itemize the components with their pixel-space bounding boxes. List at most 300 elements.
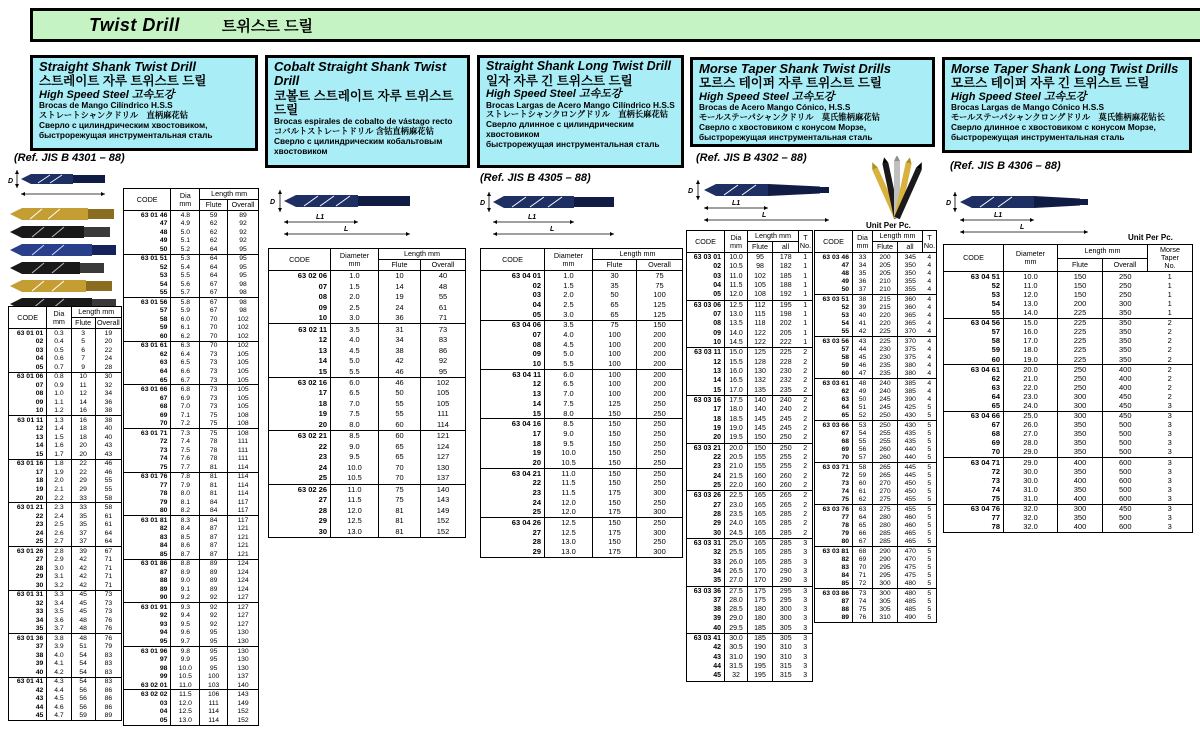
cell: 22 <box>71 468 95 477</box>
table-row <box>687 558 813 567</box>
table-row <box>687 453 813 462</box>
cell: 455 <box>898 505 923 514</box>
cell: 1.0 <box>47 390 71 399</box>
cell: 67 <box>853 538 873 547</box>
cell: 89 <box>815 614 853 623</box>
col-header-diameter: Diameter mm <box>331 249 379 271</box>
cell: 54 <box>815 320 853 328</box>
table-row <box>124 220 259 229</box>
cell: 150 <box>593 458 637 468</box>
cell: 100 <box>593 330 637 340</box>
cell: 10 <box>379 271 421 282</box>
dim-label-d: D <box>688 188 694 195</box>
cell: 89 <box>124 585 171 594</box>
cell: 5 <box>927 555 932 563</box>
cell: 5 <box>923 547 937 556</box>
cell: 460 <box>904 513 916 521</box>
cell: 63 02 06 <box>269 271 331 282</box>
cell: 73 <box>124 446 171 455</box>
col-header-length: Length mm <box>71 307 121 318</box>
cell: 65 <box>379 452 421 462</box>
cell: 200 <box>653 359 666 369</box>
data-table <box>480 248 683 558</box>
cell: 54 <box>124 280 171 289</box>
section5-title-ko: 모르스 테이퍼 자루 긴 트위스트 드릴 <box>951 76 1150 91</box>
cell: 8.0 <box>331 420 379 431</box>
cell: 225 <box>873 337 898 346</box>
table-header-row <box>481 249 683 260</box>
cell: 29 <box>71 477 95 486</box>
cell: 63 03 76 <box>815 505 853 514</box>
cell: 102 <box>237 324 249 332</box>
cell: 4.2 <box>47 668 71 677</box>
cell: 81 <box>379 505 421 515</box>
table-row <box>269 303 466 313</box>
cell: 70 <box>379 473 421 484</box>
cell: 4 <box>923 295 937 304</box>
cell: 232 <box>779 377 792 385</box>
cell: 83 <box>438 335 448 345</box>
dim-label-d: D <box>8 178 14 185</box>
cell: 235 <box>779 386 792 394</box>
cell: 295 <box>779 596 792 604</box>
cell: 09 <box>269 303 331 313</box>
cell: 152 <box>237 708 249 716</box>
cell: 5 <box>927 564 932 572</box>
cell: 350 <box>1058 448 1103 458</box>
cell: 365 <box>904 311 916 319</box>
cell: 22 <box>481 479 545 489</box>
cell: 63 <box>853 505 873 514</box>
cell: 59 <box>815 362 853 370</box>
table-row <box>9 581 122 590</box>
cell: 4 <box>927 396 932 404</box>
cell: 14 <box>481 399 545 409</box>
cell: 7.5 <box>545 399 593 409</box>
col-header-length: Length mm <box>873 231 923 242</box>
table-row <box>815 337 937 346</box>
table-row <box>687 281 813 290</box>
cell: 26.0 <box>1004 421 1058 430</box>
col-header-flute: Flute <box>71 318 95 329</box>
cell: 270 <box>873 488 898 496</box>
cell: 105 <box>237 376 249 384</box>
section1-ru2: быстрорежущая инструментальная сталь <box>39 129 213 140</box>
cell: 63 <box>944 383 1004 392</box>
cell: 19 <box>9 485 47 494</box>
cell: 225 <box>1058 337 1103 346</box>
cell: 2 <box>799 396 813 406</box>
cell: 59 <box>200 211 228 220</box>
cell: 23 <box>481 488 545 498</box>
cell: 290 <box>873 555 898 563</box>
table-row <box>687 548 813 557</box>
table-row <box>9 651 122 660</box>
cell: 16.5 <box>725 376 748 385</box>
cell: 105 <box>237 394 249 402</box>
cell: 305 <box>873 597 898 605</box>
cell: 89 <box>200 559 228 568</box>
cell: 3.6 <box>47 616 71 625</box>
cell: 63 04 16 <box>481 419 545 429</box>
section1-hss: High Speed Steel 고속도강 <box>39 88 175 101</box>
table-row <box>269 271 466 282</box>
cell: 124 <box>237 568 249 576</box>
cell: 84 <box>200 498 228 507</box>
cell: 2 <box>803 481 808 489</box>
cell: 4 <box>927 328 932 336</box>
cell: 80 <box>124 507 171 516</box>
cell: 86 <box>438 345 448 355</box>
cell: 11.0 <box>1004 281 1058 290</box>
cell: 73 <box>200 385 228 394</box>
cell: 24.5 <box>725 529 748 539</box>
cell: 2 <box>803 520 808 528</box>
table-row <box>124 367 259 376</box>
cell: 2 <box>803 529 808 537</box>
cell: 300 <box>653 507 666 517</box>
section4-title-ko: 모르스 테이퍼 자루 트위스트 드릴 <box>699 76 882 91</box>
cell: 23 <box>687 462 725 471</box>
cell: 75 <box>853 606 873 614</box>
drill-bits-photo <box>8 202 120 320</box>
cell: 1 <box>803 282 808 289</box>
cell: 295 <box>873 564 898 572</box>
cell: 205 <box>779 329 792 337</box>
table-row <box>124 568 259 577</box>
cell: 180 <box>748 615 773 624</box>
cell: 13 <box>687 367 725 376</box>
cell: 20 <box>269 420 331 431</box>
cell: 300 <box>779 615 792 623</box>
cell: 225 <box>873 328 898 337</box>
cell: 63 04 76 <box>944 504 1004 514</box>
cell: 5 <box>923 421 937 430</box>
cell: 8.5 <box>331 431 379 442</box>
cell: 5.4 <box>171 263 200 272</box>
table-row <box>9 634 122 643</box>
cell: 33 <box>71 503 95 512</box>
cell: 9.5 <box>171 620 200 629</box>
cell: 85 <box>815 580 853 589</box>
cell: 40 <box>853 312 873 320</box>
cell: 152 <box>436 516 450 526</box>
table-row <box>815 454 937 463</box>
table-row <box>815 404 937 412</box>
cell: 5.1 <box>171 237 200 246</box>
cell: 140 <box>421 484 466 495</box>
cell: 19 <box>379 292 421 302</box>
cell: 12 <box>687 358 725 367</box>
cell: 250 <box>1058 365 1103 375</box>
table-row <box>9 564 122 573</box>
cell: 10 <box>269 313 331 324</box>
cell: 18.0 <box>1004 346 1058 355</box>
cell: 6.2 <box>171 332 200 341</box>
cell: 28.5 <box>725 605 748 614</box>
cell: 32 <box>104 381 113 389</box>
table-row <box>269 388 466 398</box>
cell: 18 <box>9 477 47 486</box>
col-header-overall: all <box>773 242 799 253</box>
cell: 230 <box>779 367 792 375</box>
cell: 78 <box>815 522 853 530</box>
cell: 63 01 71 <box>124 429 171 438</box>
table-row <box>815 606 937 614</box>
cell: 114 <box>200 716 228 725</box>
cell: 3.5 <box>545 320 593 330</box>
cell: 89 <box>104 712 113 720</box>
cell: 150 <box>593 439 637 449</box>
cell: 95 <box>228 254 259 263</box>
cell: 64 <box>104 538 113 546</box>
cell: 32 <box>687 548 725 557</box>
cell: 73 <box>421 324 466 335</box>
cell: 27 <box>687 501 725 510</box>
cell: 63 03 26 <box>687 491 725 501</box>
cell: 63 03 01 <box>687 253 725 263</box>
cell: 3.3 <box>47 590 71 599</box>
cell: 100 <box>593 359 637 369</box>
cell: 18 <box>481 439 545 449</box>
cell: 9.2 <box>171 594 200 603</box>
table-row <box>687 576 813 586</box>
cell: 58 <box>853 463 873 472</box>
cell: 285 <box>873 530 898 538</box>
table-row <box>269 473 466 484</box>
cell: 225 <box>1058 309 1103 319</box>
cell: 64 <box>853 513 873 521</box>
cell: 95 <box>200 629 228 638</box>
cell: 97 <box>124 655 171 664</box>
table-row <box>124 490 259 499</box>
cell: 295 <box>873 572 898 580</box>
drill-dimension-diagram-long <box>480 188 635 244</box>
cell: 2 <box>1167 327 1172 337</box>
cell: 42 <box>853 328 873 337</box>
cell: 225 <box>1058 346 1103 355</box>
cell: 2 <box>803 415 808 423</box>
cell: 10 <box>9 407 47 416</box>
cell: 63 03 31 <box>687 538 725 548</box>
table-row <box>124 324 259 333</box>
cell: 170 <box>748 567 773 576</box>
cell: 1 <box>803 338 808 346</box>
cell: 435 <box>904 429 916 437</box>
cell: 95 <box>124 637 171 646</box>
table-row <box>124 655 259 664</box>
cell: 7.3 <box>171 429 200 438</box>
cell: 54 <box>71 677 95 686</box>
cell: 165 <box>748 491 773 501</box>
cell: 10.5 <box>331 473 379 484</box>
cell: 3.0 <box>545 310 593 320</box>
cell: 185 <box>748 624 773 634</box>
cell: 305 <box>873 606 898 614</box>
table-row <box>815 387 937 395</box>
cell: 5 <box>927 446 932 454</box>
data-table <box>686 230 813 682</box>
data-table <box>268 248 466 538</box>
cell: 78 <box>124 490 171 499</box>
table-row <box>687 415 813 424</box>
cell: 100 <box>593 350 637 360</box>
cell: 07 <box>269 282 331 292</box>
cell: 11.0 <box>331 484 379 495</box>
cell: 105 <box>237 403 249 411</box>
cell: 12 <box>481 380 545 390</box>
cell: 11 <box>71 381 95 390</box>
table-row <box>9 529 122 538</box>
dim-label-l1: L1 <box>732 200 741 207</box>
cell: 73 <box>944 476 1004 485</box>
cell: 1 <box>799 253 813 263</box>
cell: 5 <box>927 471 932 479</box>
cell: 53 <box>853 421 873 430</box>
cell: 14 <box>9 442 47 451</box>
table-row <box>687 367 813 376</box>
table-row <box>944 290 1193 299</box>
cell: 185 <box>748 634 773 644</box>
table-row <box>944 467 1193 476</box>
cell: 3 <box>803 615 808 623</box>
cell: 16 <box>71 416 95 425</box>
cell: 63 03 16 <box>687 396 725 406</box>
cell: 9.7 <box>171 637 200 646</box>
cell: 86 <box>104 703 113 711</box>
cell: 7.5 <box>331 409 379 419</box>
cell: 280 <box>873 513 898 521</box>
table-row <box>687 596 813 605</box>
cell: 73 <box>200 394 228 403</box>
cell: 78 <box>944 523 1004 533</box>
cell: 83 <box>104 651 113 659</box>
cell: 165 <box>748 501 773 510</box>
cell: 18.5 <box>725 415 748 424</box>
cell: 32.0 <box>1004 504 1058 514</box>
cell: 315 <box>779 663 792 671</box>
cell: 5 <box>923 505 937 514</box>
cell: 285 <box>779 529 792 537</box>
cell: 48 <box>815 270 853 278</box>
table-row <box>687 538 813 548</box>
cell: 46 <box>379 377 421 388</box>
table-row <box>815 446 937 454</box>
cell: 2.0 <box>331 292 379 302</box>
unit-per-pc-label: Unit Per Pc. <box>866 221 911 230</box>
cell: 108 <box>237 411 249 419</box>
cell: 55 <box>944 309 1004 319</box>
cell: 11.0 <box>171 681 200 690</box>
cell: 105 <box>436 398 450 408</box>
table-row <box>815 505 937 514</box>
cell: 83 <box>95 677 121 686</box>
cell: 7.0 <box>545 389 593 399</box>
cell: 63 03 06 <box>687 300 725 310</box>
cell: 28 <box>269 505 331 515</box>
drill-body <box>31 174 73 184</box>
cell: 73 <box>815 480 853 488</box>
cell: 375 <box>904 354 916 361</box>
cell: 76 <box>104 616 113 624</box>
cell: 21.0 <box>725 462 748 471</box>
table-row <box>9 608 122 617</box>
cell: 500 <box>1118 447 1132 457</box>
cell: 76 <box>104 625 113 633</box>
cell: 83 <box>104 668 113 676</box>
cell: 2 <box>803 424 808 432</box>
cell: 1 <box>1167 280 1172 290</box>
cell: 40 <box>104 433 113 441</box>
cell: 05 <box>9 363 47 372</box>
page-title-bar <box>30 8 1200 42</box>
cell: 300 <box>873 580 898 589</box>
table-row <box>687 501 813 510</box>
cell: 145 <box>748 424 773 433</box>
cell: 300 <box>1058 504 1103 514</box>
cell: 6.5 <box>171 359 200 368</box>
cell: 485 <box>904 597 916 605</box>
cell: 127 <box>228 603 259 612</box>
cell: 39 <box>687 615 725 624</box>
cell: 73 <box>95 590 121 599</box>
cell: 92 <box>239 220 247 228</box>
cell: 95 <box>239 245 247 253</box>
table-row <box>124 307 259 316</box>
table-row <box>944 439 1193 448</box>
table-row <box>815 522 937 530</box>
cell: 152 <box>237 716 249 724</box>
cell: 69 <box>944 439 1004 448</box>
table-header-row <box>815 231 937 242</box>
table-row <box>9 355 122 364</box>
table-row <box>687 405 813 414</box>
col-header-flute: Flute <box>748 242 773 253</box>
morse-taper-table-large <box>814 230 936 623</box>
cell: 12.5 <box>545 518 593 528</box>
table-row <box>124 516 259 525</box>
cell: 61 <box>438 302 448 312</box>
cell: 1 <box>1167 289 1172 299</box>
cell: 100 <box>593 389 637 399</box>
cell: 67 <box>124 394 171 403</box>
cell: 36 <box>379 313 421 324</box>
table-row <box>944 281 1193 290</box>
cell: 400 <box>1103 365 1148 375</box>
table-row <box>815 312 937 320</box>
cell: 4.8 <box>171 211 200 220</box>
section4-ru2: быстрорежущая инструментальная сталь <box>699 131 873 142</box>
cell: 63 03 81 <box>815 547 853 556</box>
unit-per-pc-label: Unit Per Pc. <box>1128 233 1173 242</box>
cell: 48 <box>71 616 95 625</box>
cell: 95 <box>200 646 228 655</box>
cell: 9 <box>71 363 95 372</box>
table-header-row <box>9 307 122 318</box>
cell: 5.8 <box>171 298 200 307</box>
cell: 78 <box>200 455 228 464</box>
cell: 5 <box>927 522 932 530</box>
cell: 35 <box>71 512 95 521</box>
cell: 58 <box>104 494 113 502</box>
cell: 57 <box>944 328 1004 337</box>
cell: 350 <box>904 269 916 277</box>
cell: 04 <box>9 355 47 364</box>
table-row <box>124 263 259 272</box>
cell: 67 <box>200 307 228 316</box>
cell: 3 <box>803 558 808 566</box>
cell: 16.0 <box>1004 328 1058 337</box>
